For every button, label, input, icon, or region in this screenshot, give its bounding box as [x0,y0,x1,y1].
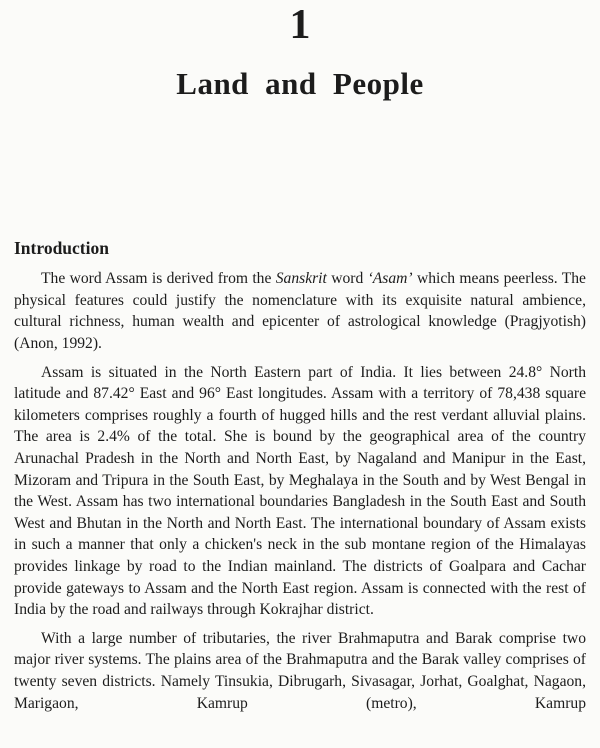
paragraph-2: Assam is situated in the North Eastern part of India. It lies between 24.8° North latitude and 87.42° East and 96° East longitudes. Assam with a territory of 78,438 square kilometers comprises roughly a fourth of hugged hills and the rest verdant alluvial plains. The area is 2.4% of the total. She is bound by the geographical area of the country Arunachal Pradesh in the North and North East, by Nagaland and Manipur in the East, Mizoram and Tripura in the South East, by Meghalaya in the South and by West Bengal in the West. Assam has two international boundaries Bangladesh in the South East and South West and Bhutan in the North and North East. The international boundary of Assam exists in such a manner that only a chicken's neck in the sub montane region of the Himalayas provides linkage by road to the Indian mainland. The districts of Goalpara and Cachar provide gateways to Assam and the North East region. Assam is connected with the rest of India by the road and railways through Kokrajhar district. [14,363,586,619]
section-heading-introduction: Introduction [14,238,109,259]
chapter-title: Land and People [176,66,424,102]
paragraph-1-italic-sanskrit: Sanskrit [275,270,327,288]
chapter-number: 1 [289,2,311,48]
paragraph-1-part-1: The word Assam is derived from the [41,270,276,288]
paragraph-1-italic-asam: ‘Asam’ [367,270,413,288]
paragraph-1 [14,268,586,354]
paragraph-1-part-3: which means peerless. The physical features could justify the nomenclature with its exquisite natural ambience, cultural richness, human wealth and epicenter of astrological knowledge (Pragjyotish) (Anon, 1992). [14,270,586,353]
paragraph-1-part-2: word [326,270,368,288]
paragraph-3: With a large number of tributaries, the river Brahmaputra and Barak comprise two major river systems. The plains area of the Brahmaputra and the Barak valley comprises of twenty seven districts. Namely Tinsukia, Dibrugarh, Sivasagar, Jorhat, Goalghat, Nagaon, Marigaon, Kamrup (metro), Kamrup [14,629,586,712]
